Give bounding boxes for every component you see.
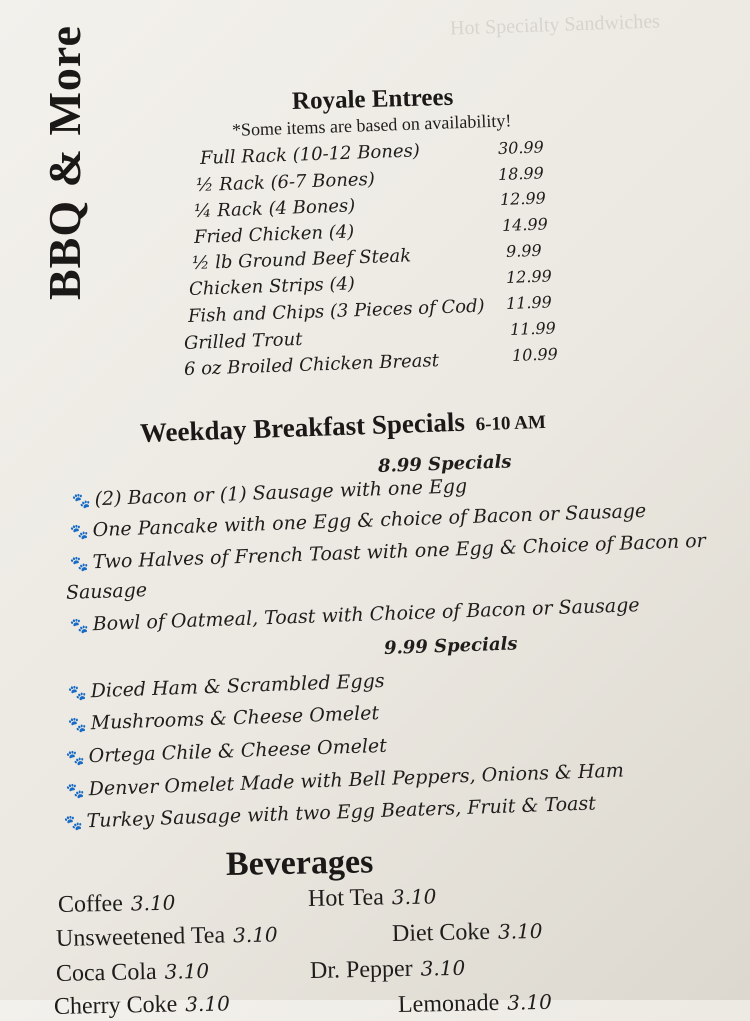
beverage-name: Coffee — [57, 890, 124, 918]
paw-print-icon: 🐾 — [69, 616, 90, 635]
beverage-item — [58, 890, 176, 919]
paw-print-icon: 🐾 — [71, 491, 92, 510]
beverage-name: Cherry Coke — [53, 991, 178, 1020]
royale-item: Fried Chicken (4) — [193, 221, 355, 248]
royale-price: 11.99 — [509, 318, 557, 339]
paw-print-icon: 🐾 — [67, 683, 88, 702]
paw-print-icon: 🐾 — [65, 748, 86, 767]
bleed-through-decoration: Hot Specialty Sandwiches — [449, 10, 661, 40]
beverage-price: 3.10 — [130, 890, 176, 916]
paw-print-icon: 🐾 — [69, 522, 90, 541]
royale-price: 12.99 — [505, 266, 553, 287]
royale-price: 11.99 — [505, 292, 553, 313]
specials-999-label: 9.99 Specials — [383, 633, 518, 659]
beverage-price: 3.10 — [420, 955, 466, 981]
beverage-price: 3.10 — [164, 958, 210, 984]
beverage-name: Hot Tea — [307, 884, 385, 912]
beverage-item — [56, 921, 278, 953]
beverage-price: 3.10 — [497, 918, 543, 944]
beverage-name: Diet Coke — [391, 918, 491, 947]
royale-item: ½ Rack (6-7 Bones) — [195, 168, 376, 196]
breakfast-item — [68, 670, 385, 703]
beverage-item — [398, 989, 552, 1019]
breakfast-item — [68, 702, 380, 735]
breakfast-item — [66, 735, 388, 768]
breakfast-heading — [139, 404, 546, 449]
royale-item: Fish and Chips (3 Pieces of Cod) — [187, 295, 485, 327]
paw-print-icon: 🐾 — [63, 813, 84, 832]
breakfast-item-wrap: Sausage — [65, 579, 148, 604]
breakfast-item — [70, 594, 640, 636]
breakfast-item — [72, 475, 468, 511]
royale-item: 6 oz Broiled Chicken Breast — [183, 350, 440, 380]
royale-price: 10.99 — [511, 344, 559, 365]
beverage-price: 3.10 — [232, 922, 278, 948]
royale-price: 14.99 — [501, 214, 549, 235]
breakfast-hours: 6-10 AM — [475, 411, 547, 436]
beverage-item — [56, 958, 210, 988]
breakfast-item-text: Mushrooms & Cheese Omelet — [90, 702, 380, 735]
royale-item: Grilled Trout — [183, 328, 303, 354]
beverages-heading: Beverages — [225, 843, 374, 883]
beverage-name: Dr. Pepper — [309, 955, 413, 984]
breakfast-item-text: Turkey Sausage with two Egg Beaters, Fruit & Toast — [86, 792, 597, 833]
royale-item: ¼ Rack (4 Bones) — [193, 195, 356, 222]
breakfast-item-text: Ortega Chile & Cheese Omelet — [88, 734, 388, 768]
beverage-price: 3.10 — [507, 989, 553, 1015]
paw-print-icon: 🐾 — [67, 715, 88, 734]
breakfast-item-text: Two Halves of French Toast with one Egg & Choice of Bacon or — [92, 529, 707, 574]
beverage-name: Lemonade — [397, 989, 500, 1018]
breakfast-heading-title: Weekday Breakfast Specials — [139, 406, 466, 448]
beverage-price: 3.10 — [185, 991, 231, 1017]
beverage-name: Unsweetened Tea — [55, 922, 226, 952]
royale-item: Chicken Strips (4) — [188, 273, 356, 300]
beverage-item — [392, 918, 543, 948]
breakfast-item — [64, 792, 597, 833]
paw-print-icon: 🐾 — [69, 554, 90, 573]
availability-note: *Some items are based on availability! — [231, 110, 512, 140]
royale-price: 30.99 — [497, 137, 545, 158]
specials-899-label: 8.99 Specials — [377, 451, 512, 477]
breakfast-item-text: One Pancake with one Egg & choice of Bacon or Sausage — [92, 499, 647, 542]
royale-heading: Royale Entrees — [291, 83, 454, 115]
beverage-price: 3.10 — [391, 884, 437, 910]
breakfast-item-text: Denver Omelet Made with Bell Peppers, Onions & Ham — [88, 759, 625, 801]
royale-price: 12.99 — [499, 188, 547, 209]
royale-price: 18.99 — [497, 163, 545, 184]
royale-item: Full Rack (10-12 Bones) — [199, 140, 421, 169]
breakfast-item-text: (2) Bacon or (1) Sausage with one Egg — [94, 475, 468, 511]
royale-price: 9.99 — [505, 240, 542, 261]
breakfast-item-text: Bowl of Oatmeal, Toast with Choice of Bacon or Sausage — [92, 594, 640, 636]
royale-item: ½ lb Ground Beef Steak — [191, 245, 412, 274]
side-title: BBQ & More — [39, 25, 90, 300]
beverage-item — [308, 883, 437, 913]
beverage-item — [54, 990, 230, 1021]
beverage-name: Coca Cola — [55, 958, 157, 987]
beverage-item — [310, 955, 466, 985]
breakfast-item-text: Diced Ham & Scrambled Eggs — [90, 669, 385, 703]
paw-print-icon: 🐾 — [65, 781, 86, 800]
